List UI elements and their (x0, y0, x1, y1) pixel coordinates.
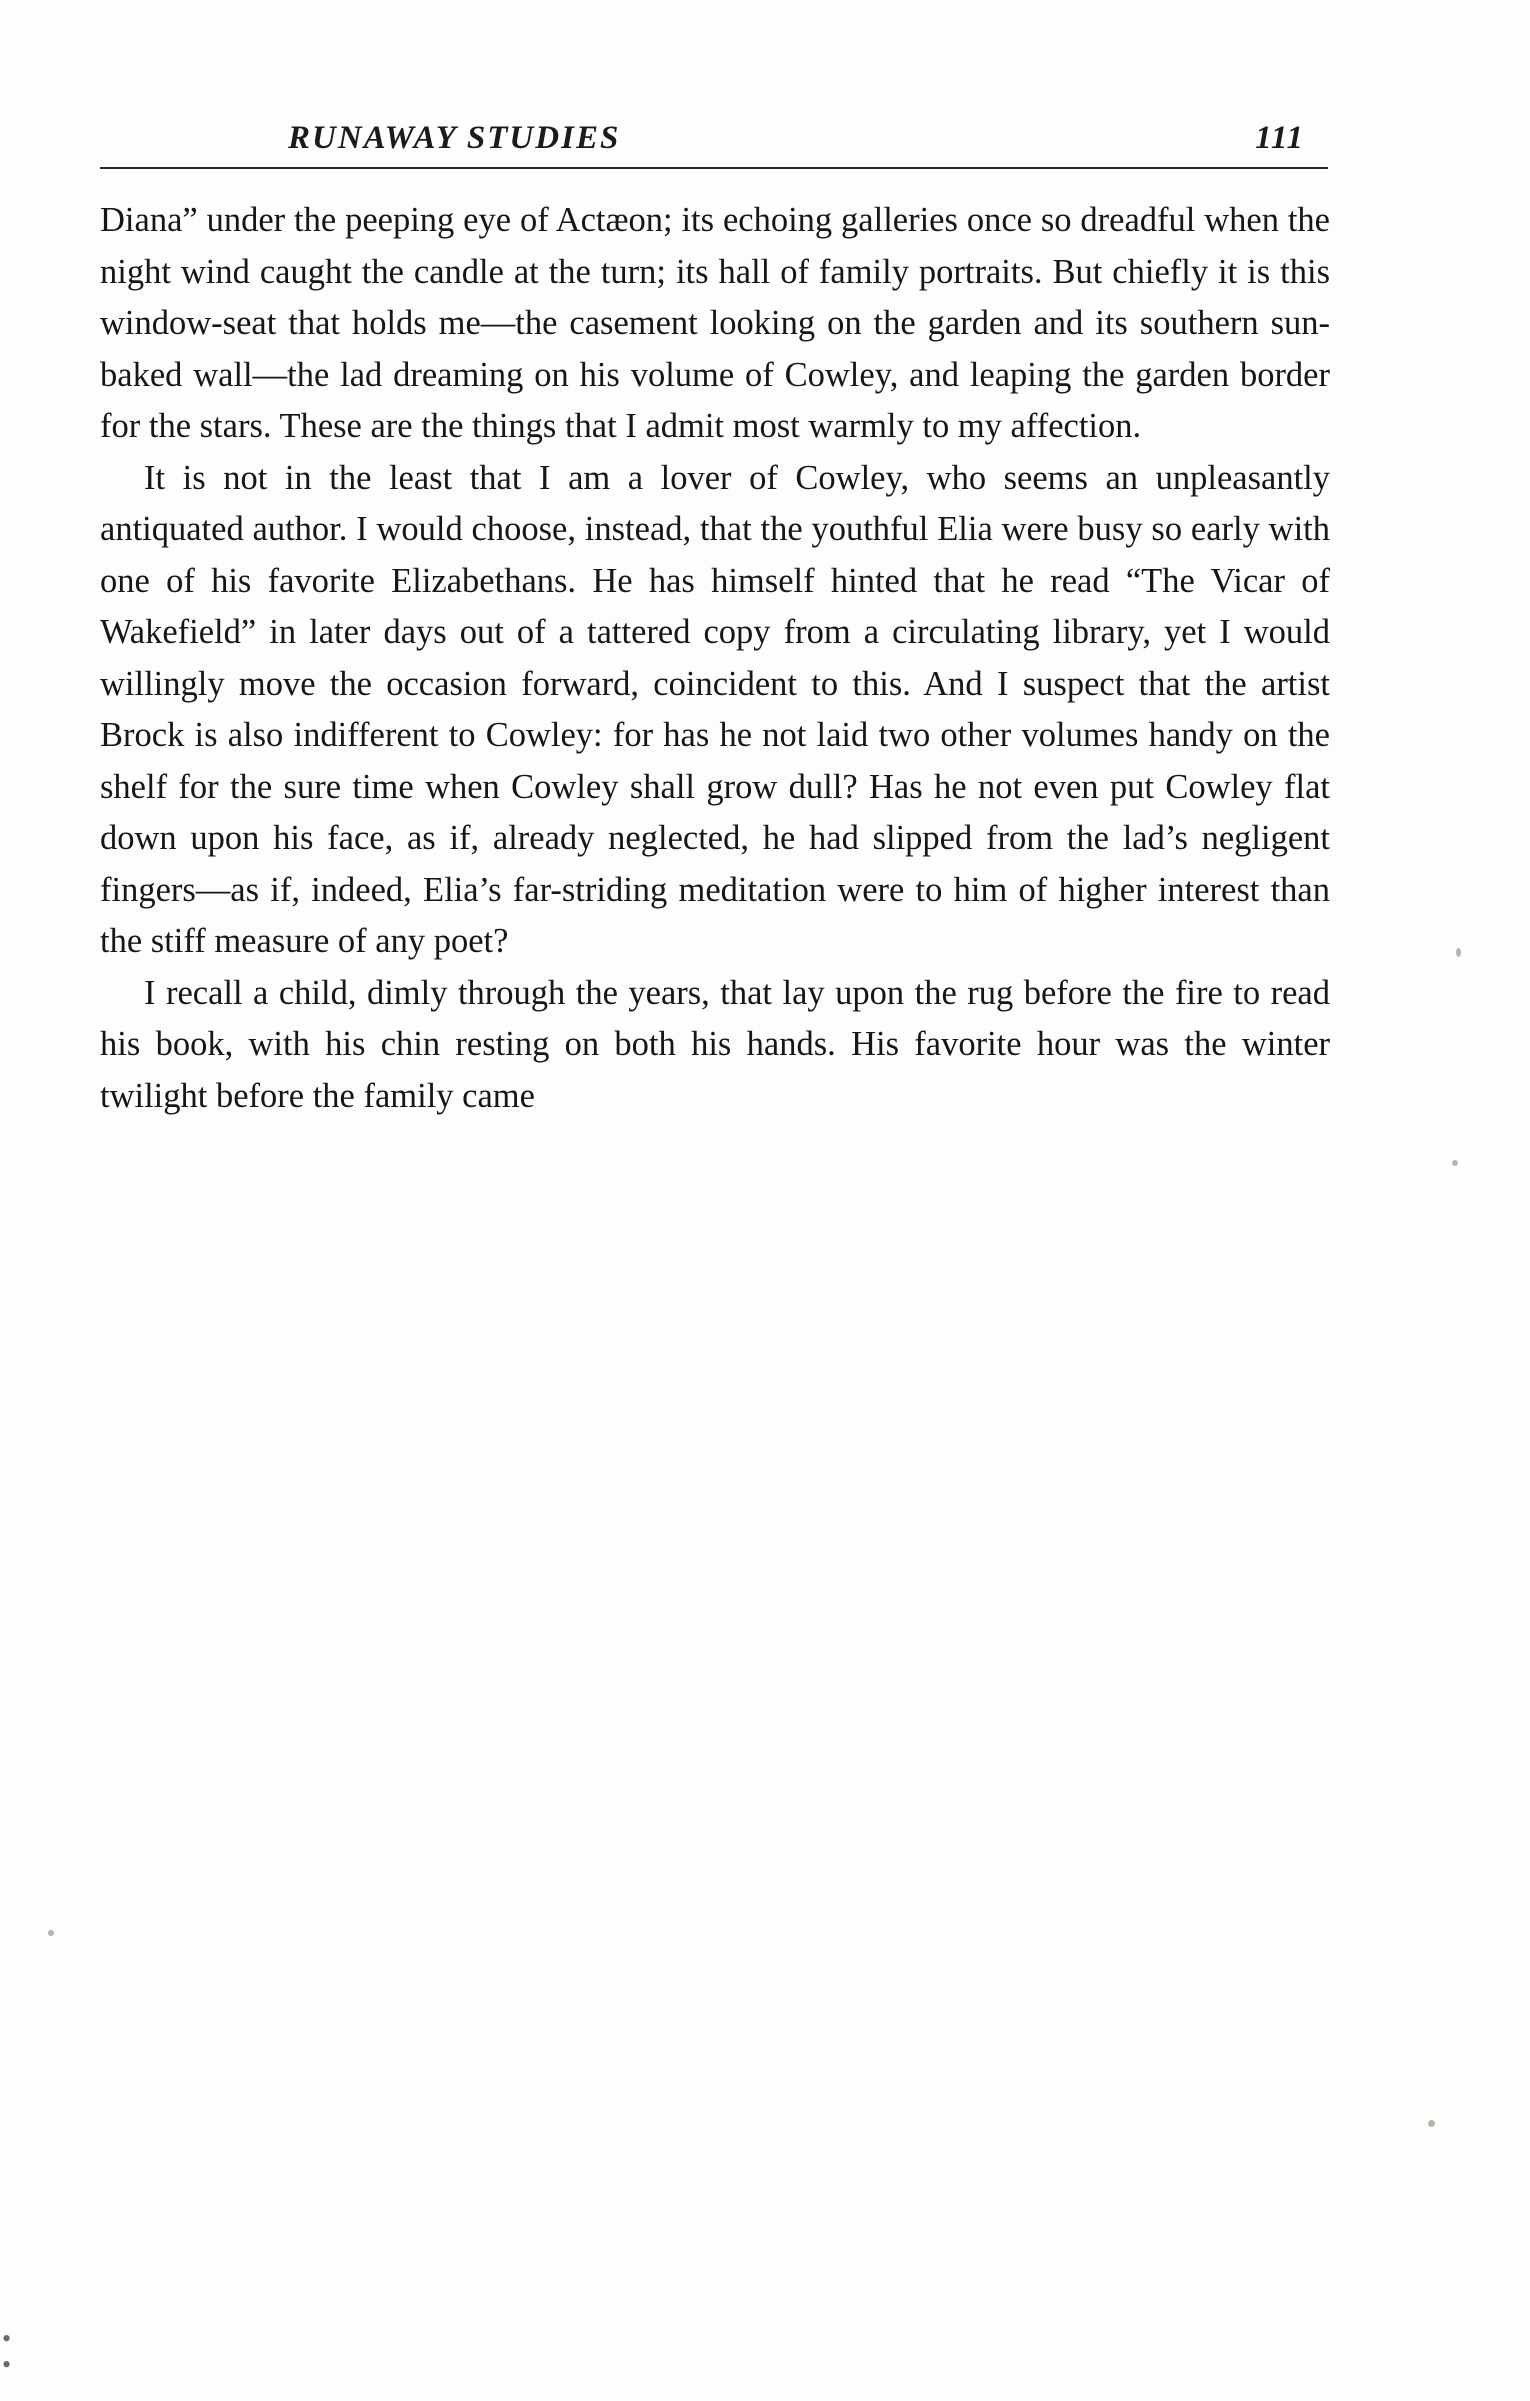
edge-mark-top: • (2, 2324, 12, 2353)
header-rule (100, 167, 1328, 169)
scan-speck (48, 1930, 54, 1936)
paragraph-3: I recall a child, dimly through the years, that lay upon the rug before the fire to read his book, with his chin resting on both his hands. His favorite hour was the winter twilight before the family came (100, 973, 1330, 1115)
running-head-title: RUNAWAY STUDIES (288, 120, 621, 156)
scan-speck (1452, 1160, 1458, 1166)
body-text (100, 195, 1330, 1122)
scan-speck (1456, 948, 1461, 957)
scan-speck (1428, 2120, 1435, 2127)
running-head (100, 120, 1330, 167)
page-content (100, 120, 1330, 1122)
edge-mark-bottom: • (2, 2350, 12, 2379)
paragraph-1: Diana” under the peeping eye of Actæon; its echoing galleries once so dreadful when the night wind caught the candle at the turn; its hall of family portraits. But chiefly it is this window-seat that holds me—the casement looking on the garden and its southern sun-baked wall—the lad dreaming on his volume of Cowley, and leaping the garden border for the stars. These are the things that I admit most warmly to my affection. (100, 201, 1330, 445)
page-number: 111 (1255, 120, 1304, 156)
paragraph-2: It is not in the least that I am a lover of Cowley, who seems an unpleasantly antiquated author. I would choose, instead, that the youthful Elia were busy so early with one of his favorite Elizabethans. He has himself hinted that he read “The Vicar of Wakefield” in later days out of a tattered copy from a circulating library, yet I would willingly move the occasion forward, coincident to this. And I suspect that the artist Brock is also indifferent to Cowley: for has he not laid two other volumes handy on the shelf for the sure time when Cowley shall grow dull? Has he not even put Cowley flat down upon his face, as if, already neglected, he had slipped from the lad’s negligent fingers—as if, indeed, Elia’s far-striding meditation were to him of higher interest than the stiff measure of any poet? (100, 458, 1330, 960)
